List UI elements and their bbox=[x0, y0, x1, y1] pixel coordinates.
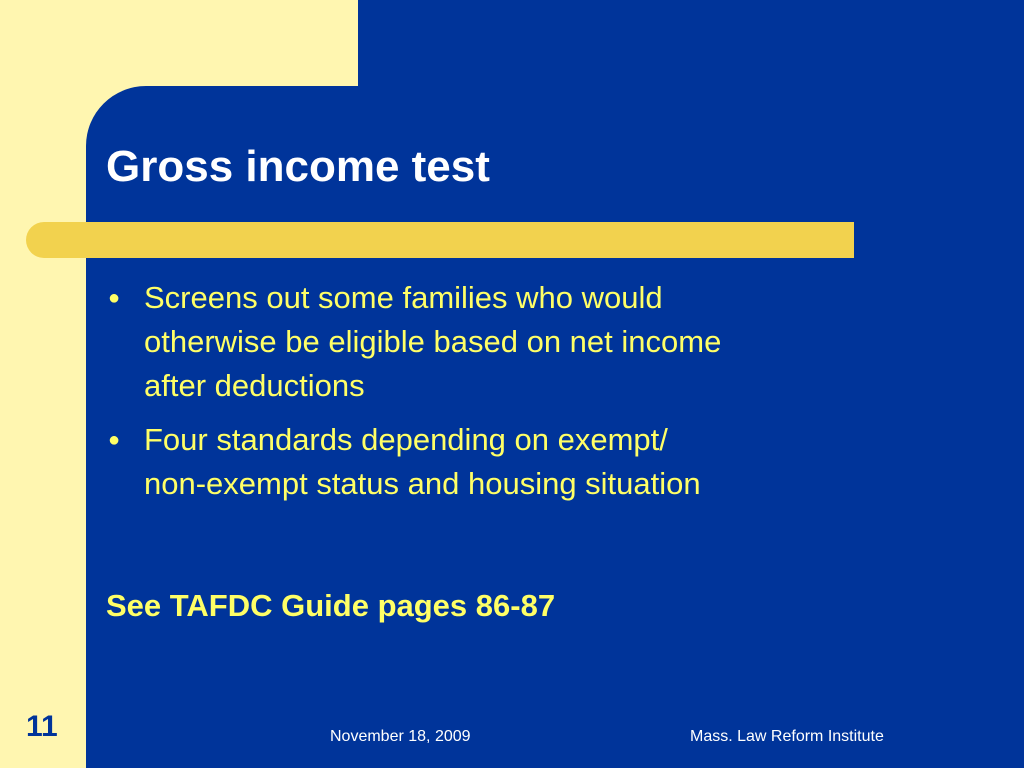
bullet-text: Four standards depending on exempt/ non-exempt status and housing situation bbox=[144, 422, 701, 501]
slide-title: Gross income test bbox=[106, 142, 490, 191]
bullet-text: Screens out some families who would otherwise be eligible based on net income after deductions bbox=[144, 280, 722, 403]
bullet-list bbox=[106, 276, 906, 516]
bullet-item bbox=[106, 276, 906, 408]
bullet-item bbox=[106, 418, 906, 506]
bullet-dot-icon: ● bbox=[108, 429, 121, 451]
top-left-band bbox=[0, 0, 358, 86]
slide-number: 11 bbox=[26, 710, 58, 743]
title-accent-bar bbox=[26, 222, 854, 258]
footer-date: November 18, 2009 bbox=[330, 728, 471, 745]
guide-reference: See TAFDC Guide pages 86-87 bbox=[106, 588, 556, 623]
footer-organization: Mass. Law Reform Institute bbox=[690, 728, 884, 745]
bullet-dot-icon: ● bbox=[108, 287, 121, 309]
